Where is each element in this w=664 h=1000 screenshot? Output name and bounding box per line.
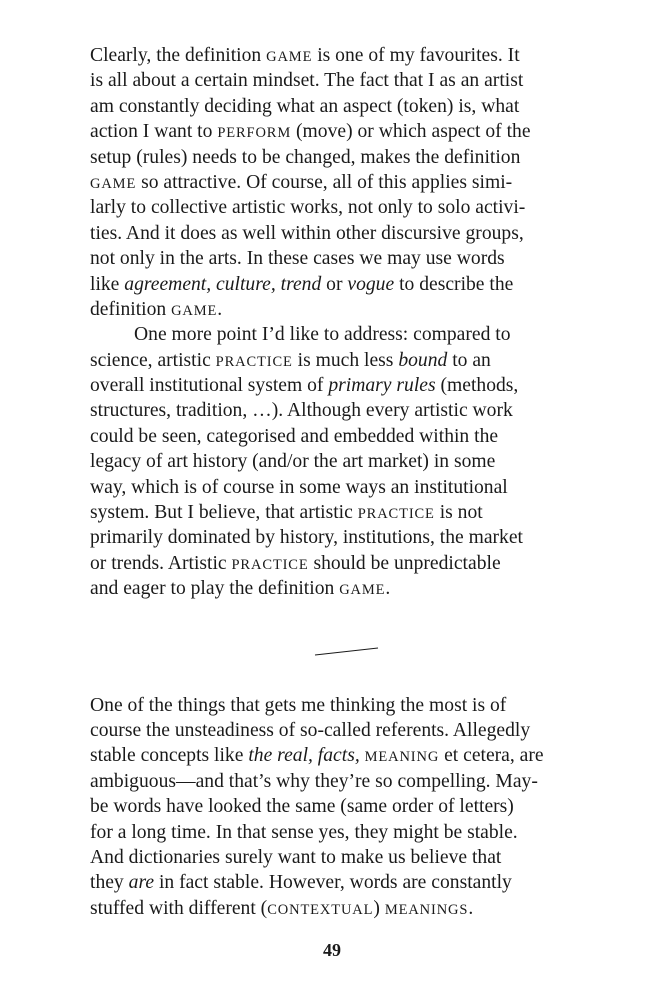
- text-line: [90, 322, 605, 347]
- text-run: so attractive. Of course, all of this applies simi-: [136, 171, 513, 193]
- text-line: [90, 195, 605, 220]
- text-run: course the unsteadiness of so-called referents. Allegedly: [90, 719, 531, 741]
- text-run: way, which is of course in some ways an institutional: [90, 476, 508, 498]
- text-run: One more point I’d like to address: compared to: [134, 324, 511, 346]
- text-line: [90, 373, 605, 398]
- text-run: or trends. Artistic: [90, 552, 232, 574]
- text-line: [90, 718, 605, 743]
- text-line: [90, 693, 605, 718]
- text-section-1: [90, 43, 605, 602]
- page-number: 49: [323, 940, 341, 960]
- text-run: is not: [434, 502, 483, 524]
- text-run: or: [321, 273, 348, 295]
- text-run: One of the things that gets me thinking the most is of: [90, 694, 507, 716]
- text-line: [90, 820, 605, 845]
- section-break: [90, 602, 605, 693]
- text-run: should be unpredictable: [308, 552, 501, 574]
- section-divider-line: [90, 602, 605, 693]
- small-caps-term: PRACTICE: [357, 506, 435, 523]
- text-run: .: [385, 578, 391, 600]
- italic-phrase: primary rules: [328, 375, 436, 397]
- text-line: [90, 551, 605, 576]
- paragraph: [90, 322, 605, 601]
- text-run: like: [90, 273, 125, 295]
- text-run: overall institutional system of: [90, 375, 329, 397]
- text-run: system. But I believe, that artistic: [90, 502, 358, 524]
- text-run: to describe the: [394, 273, 514, 295]
- page-body: [90, 43, 605, 921]
- text-line: [90, 94, 605, 119]
- small-caps-term: GAME: [90, 175, 137, 192]
- text-run: is much less: [292, 349, 399, 371]
- text-run: science, artistic: [90, 349, 216, 371]
- text-run: Clearly, the definition: [90, 45, 267, 66]
- text-line: [90, 525, 605, 550]
- text-run: ): [373, 897, 385, 919]
- small-caps-term: CONTEXTUAL: [267, 901, 374, 918]
- small-caps-term: PRACTICE: [231, 556, 309, 573]
- text-run: is all about a certain mindset. The fact that I as an artist: [90, 70, 524, 92]
- paragraph: [90, 43, 605, 322]
- text-run: (move) or which aspect of the: [291, 121, 531, 143]
- text-run: And dictionaries surely want to make us believe that: [90, 846, 502, 868]
- italic-phrase: vogue: [347, 273, 395, 295]
- text-line: [90, 500, 605, 525]
- text-run: setup (rules) needs to be changed, makes the definition: [90, 146, 521, 168]
- text-run: larly to collective artistic works, not only to solo activi-: [90, 197, 526, 219]
- text-line: [90, 845, 605, 870]
- text-line: [90, 769, 605, 794]
- small-caps-term: MEANING: [364, 749, 440, 766]
- text-line: [90, 449, 605, 474]
- text-line: [90, 743, 605, 768]
- italic-phrase: bound: [398, 349, 448, 371]
- text-run: .: [217, 298, 223, 320]
- small-caps-term: GAME: [171, 302, 218, 319]
- text-run: ambiguous—and that’s why they’re so compelling. May-: [90, 770, 538, 792]
- text-run: stuffed with different (: [90, 897, 268, 919]
- italic-phrase: the real, facts,: [248, 745, 360, 767]
- text-line: [90, 170, 605, 195]
- text-line: [90, 398, 605, 423]
- italic-phrase: agreement, culture, trend: [124, 273, 322, 295]
- text-run: ties. And it does as well within other discursive groups,: [90, 222, 524, 244]
- text-run: is one of my favourites. It: [312, 45, 520, 66]
- text-run: to an: [447, 349, 491, 371]
- small-caps-term: GAME: [339, 582, 386, 599]
- text-run: and eager to play the definition: [90, 578, 340, 600]
- text-run: et cetera, are: [439, 745, 544, 767]
- text-line: [90, 221, 605, 246]
- text-line: [90, 297, 605, 322]
- small-caps-term: GAME: [266, 49, 313, 65]
- text-line: [90, 272, 605, 297]
- text-line: [90, 475, 605, 500]
- text-line: [90, 896, 605, 921]
- text-line: [90, 794, 605, 819]
- small-caps-term: PERFORM: [217, 125, 292, 142]
- text-run: be words have looked the same (same order of letters): [90, 796, 514, 818]
- italic-phrase: are: [128, 872, 155, 894]
- text-line: [90, 68, 605, 93]
- text-line: [90, 43, 605, 68]
- small-caps-term: MEANINGS: [384, 901, 469, 918]
- text-run: they: [90, 872, 129, 894]
- text-line: [90, 348, 605, 373]
- text-line: [90, 576, 605, 601]
- text-run: action I want to: [90, 121, 218, 143]
- paragraph: [90, 693, 605, 922]
- text-line: [90, 870, 605, 895]
- text-run: could be seen, categorised and embedded within the: [90, 425, 499, 447]
- text-run: .: [468, 897, 474, 919]
- text-run: legacy of art history (and/or the art market) in some: [90, 451, 496, 473]
- text-run: in fact stable. However, words are constantly: [154, 872, 512, 894]
- small-caps-term: PRACTICE: [215, 353, 293, 370]
- text-run: definition: [90, 298, 172, 320]
- text-run: am constantly deciding what an aspect (token) is, what: [90, 95, 520, 117]
- text-run: for a long time. In that sense yes, they might be stable.: [90, 821, 518, 843]
- text-run: structures, tradition, …). Although every artistic work: [90, 400, 513, 422]
- text-line: [90, 119, 605, 144]
- text-run: primarily dominated by history, institutions, the market: [90, 527, 523, 549]
- text-run: stable concepts like: [90, 745, 249, 767]
- text-section-2: [90, 693, 605, 922]
- text-run: not only in the arts. In these cases we may use words: [90, 248, 505, 270]
- text-line: [90, 246, 605, 271]
- text-line: [90, 424, 605, 449]
- text-run: (methods,: [435, 375, 519, 397]
- text-line: [90, 145, 605, 170]
